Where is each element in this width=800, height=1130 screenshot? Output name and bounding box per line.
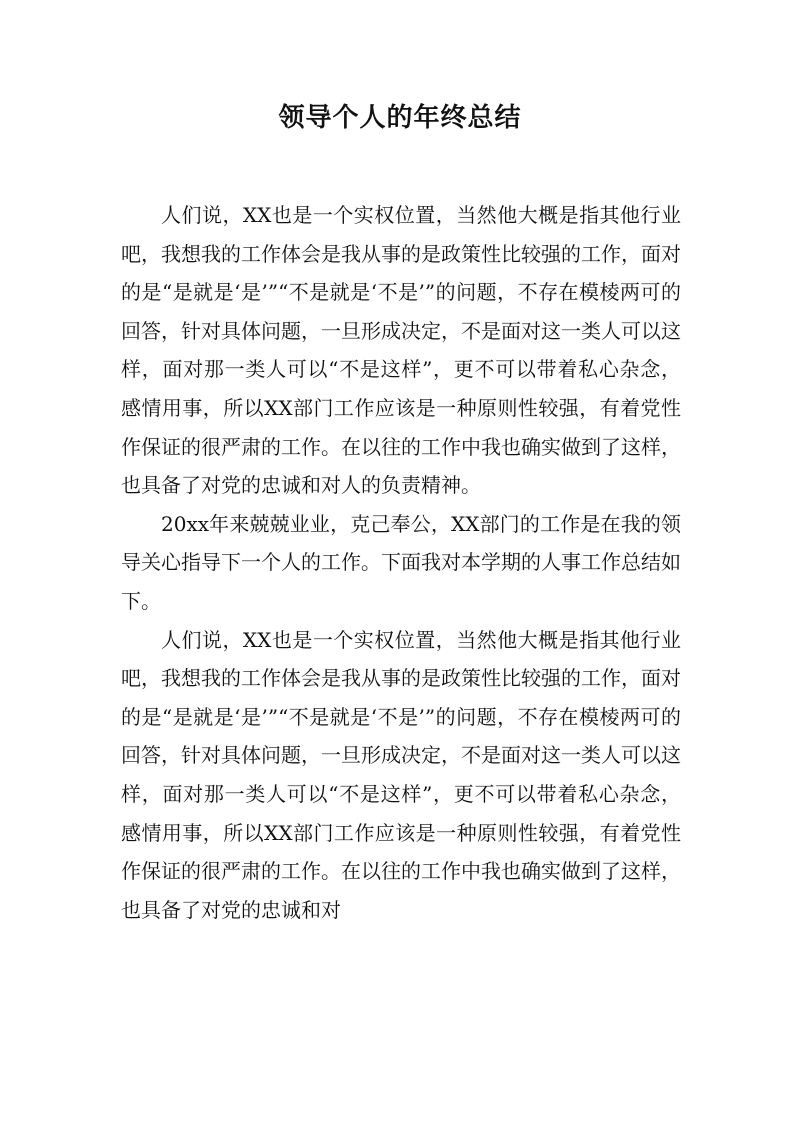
document-title: 领导个人的年终总结 [278, 103, 522, 133]
paragraph: 人们说，XX也是一个实权位置，当然他大概是指其他行业吧，我想我的工作体会是我从事的是政策性比较强的工作，面对的是“是就是‘是’”“不是就是‘不是’”的问题，不存在模棱两可的回答，针对具体问题，一旦形成决定，不是面对这一类人可以这样，面对那一类人可以“不是这样”，更不可以带着私心杂念，感情用事，所以XX部门工作应该是一种原则性较强，有着党性作保证的很严肃的工作。在以往的工作中我也确实做到了这样，也具备了对党的忠诚和对 [121, 627, 681, 922]
document-body [121, 196, 681, 929]
paragraph: 人们说，XX也是一个实权位置，当然他大概是指其他行业吧，我想我的工作体会是我从事的是政策性比较强的工作，面对的是“是就是‘是’”“不是就是‘不是’”的问题，不存在模棱两可的回答，针对具体问题，一旦形成决定，不是面对这一类人可以这样，面对那一类人可以“不是这样”，更不可以带着私心杂念，感情用事，所以XX部门工作应该是一种原则性较强，有着党性作保证的很严肃的工作。在以往的工作中我也确实做到了这样，也具备了对党的忠诚和对人的负责精神。 [121, 203, 681, 498]
paragraph: 20xx年来兢兢业业，克己奉公，XX部门的工作是在我的领导关心指导下一个人的工作。下面我对本学期的人事工作总结如下。 [121, 511, 681, 613]
